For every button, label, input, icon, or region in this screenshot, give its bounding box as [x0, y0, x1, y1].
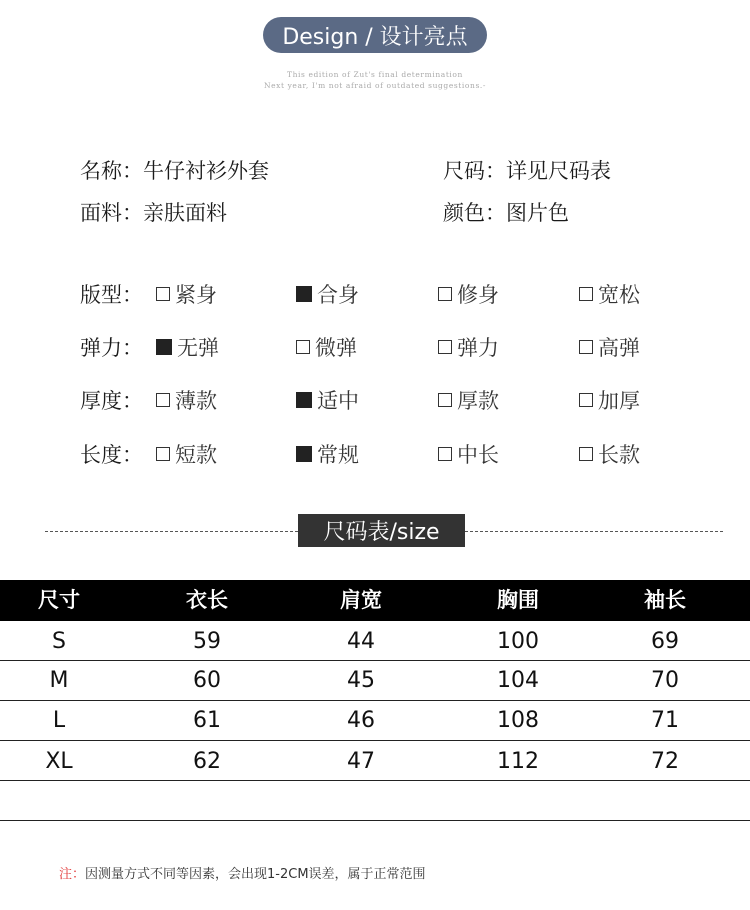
- attribute-option-label: 厚款: [457, 389, 499, 413]
- size-table-cell: 45: [347, 668, 375, 693]
- attribute-label: 长度：: [80, 443, 143, 467]
- attribute-option-label: 长款: [598, 443, 640, 467]
- attribute-option-label: 短款: [175, 443, 217, 467]
- attribute-option-label: 紧身: [175, 283, 217, 307]
- size-table-cell: 44: [347, 629, 375, 654]
- checked-box-icon: [296, 446, 312, 462]
- size-table-column-header: 胸围: [497, 588, 539, 612]
- attribute-option-label: 修身: [457, 283, 499, 307]
- unchecked-box-icon: [156, 287, 170, 301]
- attribute-label: 弹力：: [80, 336, 143, 360]
- attribute-option-label: 微弹: [315, 336, 357, 360]
- attribute-option: [296, 279, 359, 309]
- attribute-option-label: 宽松: [598, 283, 640, 307]
- size-table-cell: 104: [497, 668, 539, 693]
- size-table-cell: 47: [347, 749, 375, 774]
- attribute-option-label: 薄款: [175, 389, 217, 413]
- size-table-cell: M: [49, 668, 69, 693]
- unchecked-box-icon: [438, 393, 452, 407]
- attribute-option: [579, 439, 640, 469]
- note-text: 因测量方式不同等因素，会出现1-2CM误差，属于正常范围: [85, 867, 426, 882]
- attribute-label: 厚度：: [80, 389, 143, 413]
- attribute-label: 版型：: [80, 283, 143, 307]
- attribute-option: [579, 332, 640, 362]
- checked-box-icon: [296, 392, 312, 408]
- measurement-note: [59, 863, 426, 882]
- table-row-divider: [0, 660, 750, 661]
- attribute-option: [579, 385, 640, 415]
- size-table-cell: 59: [193, 629, 221, 654]
- unchecked-box-icon: [579, 447, 593, 461]
- attribute-option-label: 中长: [457, 443, 499, 467]
- unchecked-box-icon: [296, 340, 310, 354]
- size-table-cell: L: [52, 708, 66, 733]
- size-table-cell: 71: [651, 708, 679, 733]
- design-title: Design / 设计亮点: [282, 24, 468, 50]
- divider-left: [45, 531, 298, 532]
- attribute-option: [156, 279, 217, 309]
- size-chart-title-text: 尺码表/size: [323, 520, 440, 545]
- attribute-option-label: 适中: [317, 389, 359, 413]
- unchecked-box-icon: [156, 447, 170, 461]
- attribute-option: [156, 439, 217, 469]
- attribute-option-label: 弹力: [457, 336, 499, 360]
- size-table-cell: 70: [651, 668, 679, 693]
- unchecked-box-icon: [579, 287, 593, 301]
- size-table-cell: 61: [193, 708, 221, 733]
- attribute-option: [156, 385, 217, 415]
- size-table-column-header: 尺寸: [38, 588, 80, 612]
- attribute-option: [296, 332, 357, 362]
- size-table-cell: 62: [193, 749, 221, 774]
- attribute-option: [579, 279, 640, 309]
- attribute-option-label: 加厚: [598, 389, 640, 413]
- size-table-cell: 46: [347, 708, 375, 733]
- size-table-cell: S: [52, 629, 66, 654]
- attribute-option: [438, 279, 499, 309]
- attribute-option: [438, 332, 499, 362]
- table-row-divider: [0, 740, 750, 741]
- size-table-column-header: 衣长: [186, 588, 228, 612]
- unchecked-box-icon: [438, 340, 452, 354]
- checked-box-icon: [156, 339, 172, 355]
- attribute-option-label: 无弹: [177, 336, 219, 360]
- attribute-option: [438, 439, 499, 469]
- attribute-option-label: 常规: [317, 443, 359, 467]
- size-table-cell: 112: [497, 749, 539, 774]
- size-table-cell: 69: [651, 629, 679, 654]
- size-chart-title: [298, 514, 465, 547]
- table-row-divider: [0, 700, 750, 701]
- size-table-cell: 108: [497, 708, 539, 733]
- table-row-divider: [0, 820, 750, 821]
- attribute-option-label: 高弹: [598, 336, 640, 360]
- design-title-pill: [263, 17, 487, 53]
- attribute-option-label: 合身: [317, 283, 359, 307]
- tagline-line-1: This edition of Zut's final determination: [287, 70, 463, 79]
- divider-right: [465, 531, 723, 532]
- size-table-cell: 72: [651, 749, 679, 774]
- size-table-column-header: 袖长: [644, 588, 686, 612]
- note-prefix: 注：: [59, 867, 86, 882]
- unchecked-box-icon: [579, 393, 593, 407]
- attribute-option: [296, 439, 359, 469]
- product-fabric: 面料：亲肤面料: [80, 201, 227, 225]
- size-table-cell: 100: [497, 629, 539, 654]
- attribute-option: [438, 385, 499, 415]
- product-size: 尺码：详见尺码表: [443, 159, 611, 183]
- size-table-cell: XL: [45, 749, 73, 774]
- checked-box-icon: [296, 286, 312, 302]
- attribute-option: [296, 385, 359, 415]
- unchecked-box-icon: [438, 287, 452, 301]
- size-table-column-header: 肩宽: [340, 588, 382, 612]
- size-table-cell: 60: [193, 668, 221, 693]
- attribute-option: [156, 332, 219, 362]
- product-name: 名称：牛仔衬衫外套: [80, 159, 269, 183]
- size-table-header: [0, 580, 750, 621]
- product-color: 颜色：图片色: [443, 201, 569, 225]
- unchecked-box-icon: [438, 447, 452, 461]
- unchecked-box-icon: [579, 340, 593, 354]
- unchecked-box-icon: [156, 393, 170, 407]
- tagline-line-2: Next year, I'm not afraid of outdated suggestions.-: [263, 81, 487, 90]
- table-row-divider: [0, 780, 750, 781]
